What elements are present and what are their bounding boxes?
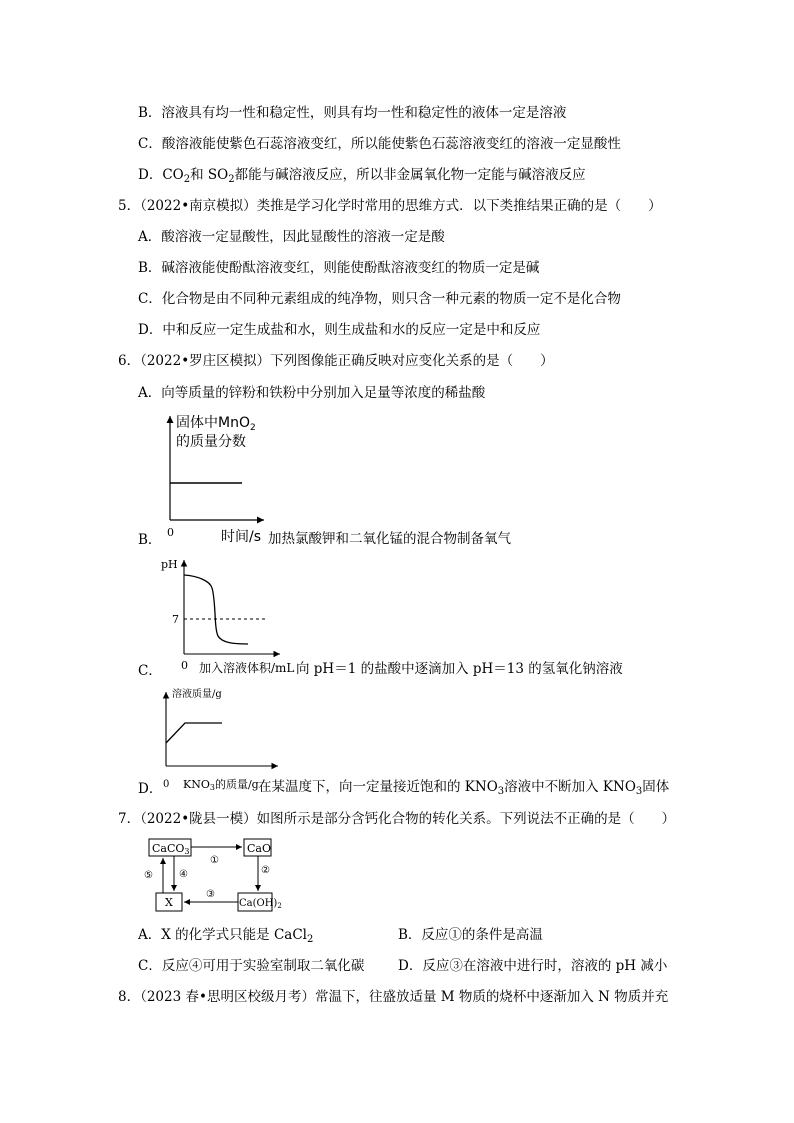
q7-option-c: C．反应④可用于实验室制取二氧化碳 [138, 958, 365, 974]
q6-option-b-letter: B． [138, 532, 162, 548]
q6-option-b-text: 加热氯酸钾和二氧化锰的混合物制备氧气 [268, 531, 511, 547]
caco3-label: CaCO3 [152, 842, 190, 856]
q6-option-a: A．向等质量的锌粉和铁粉中分别加入足量等浓度的稀盐酸 [138, 385, 486, 401]
graph-c-ph [158, 556, 288, 664]
reaction-2-label: ② [261, 865, 270, 876]
reaction-5-label: ⑤ [144, 870, 153, 881]
graph-d-origin: 0 [163, 779, 170, 790]
graph-c-origin: 0 [181, 659, 188, 672]
x-label: X [165, 896, 173, 909]
graph-d-solution-mass [160, 686, 290, 774]
q5-option-d: D．中和反应一定生成盐和水，则生成盐和水的反应一定是中和反应 [138, 322, 541, 338]
graph-c-ylabel: pH [161, 558, 178, 571]
graph-d-ylabel: 溶液质量/g [172, 689, 222, 700]
q6-stem: 6．（2022•罗庄区模拟）下列图像能正确反映对应变化关系的是（ ） [118, 353, 554, 369]
q6-option-d-letter: D． [138, 781, 163, 797]
q5-option-b: B．碱溶液能使酚酞溶液变红，则能使酚酞溶液变红的物质一定是碱 [138, 260, 540, 276]
graph-b-mno2 [150, 410, 275, 540]
graph-b-ylabel-2: 的质量分数 [176, 434, 246, 450]
q6-option-c-letter: C． [138, 663, 162, 679]
q4-option-d: D．$CO_2$和 $SO_2$都能与碱溶液反应，所以非金属氧化物一定能与碱溶液反应 [138, 167, 586, 185]
q4-option-c: C．酸溶液能使紫色石蕊溶液变红，所以能使紫色石蕊溶液变红的溶液一定显酸性 [138, 136, 621, 152]
caoh2-label: $Ca(OH)_2$ [239, 898, 282, 910]
graph-b-xlabel: 时间/s [221, 529, 262, 545]
q7-option-a: A．X 的化学式只能是 CaCl$_2$ [138, 927, 314, 945]
q7-option-b: B．反应①的条件是高温 [398, 927, 543, 943]
graph-d-curve [166, 723, 222, 743]
reaction-4-label: ④ [179, 869, 188, 880]
q6-option-d-text: 在某温度下，向一定量接近饱和的 $KNO_3$溶液中不断加入 $KNO_3$固体 [258, 779, 670, 797]
graph-b-ylabel-1: 固体中MnO$_2$ [176, 415, 256, 433]
q7-option-d: D．反应③在溶液中进行时，溶液的 pH 减小 [398, 958, 668, 974]
reaction-3-label: ③ [206, 889, 215, 900]
q7-stem: 7．（2022•陇县一模）如图所示是部分含钙化合物的转化关系。下列说法不正确的是（ ） [118, 811, 676, 827]
q5-stem: 5．（2022•南京模拟）类推是学习化学时常用的思维方式．以下类推结果正确的是（ ） [118, 198, 662, 214]
calcium-conversion-diagram [142, 836, 282, 916]
q8-stem: 8．（2023 春•思明区校级月考）常温下，往盛放适量 M 物质的烧杯中逐渐加入 N 物质并充 [118, 989, 669, 1005]
reaction-1-label: ① [210, 855, 219, 866]
graph-c-tick-7: 7 [172, 613, 179, 626]
q6-option-c-text: 向 pH＝1 的盐酸中逐滴加入 pH＝13 的氢氧化钠溶液 [296, 661, 623, 677]
cao-label: CaO [247, 842, 271, 855]
graph-c-curve [184, 575, 248, 644]
q5-option-a: A．酸溶液一定显酸性，因此显酸性的溶液一定是酸 [138, 229, 445, 245]
q5-option-c: C．化合物是由不同种元素组成的纯净物，则只含一种元素的物质一定不是化合物 [138, 291, 621, 307]
graph-d-xlabel: KNO3的质量/g [183, 778, 259, 792]
graph-b-origin: 0 [167, 526, 174, 539]
q4-option-b: B．溶液具有均一性和稳定性，则具有均一性和稳定性的液体一定是溶液 [138, 105, 567, 121]
graph-c-xlabel: 加入溶液体积/mL [199, 661, 295, 675]
